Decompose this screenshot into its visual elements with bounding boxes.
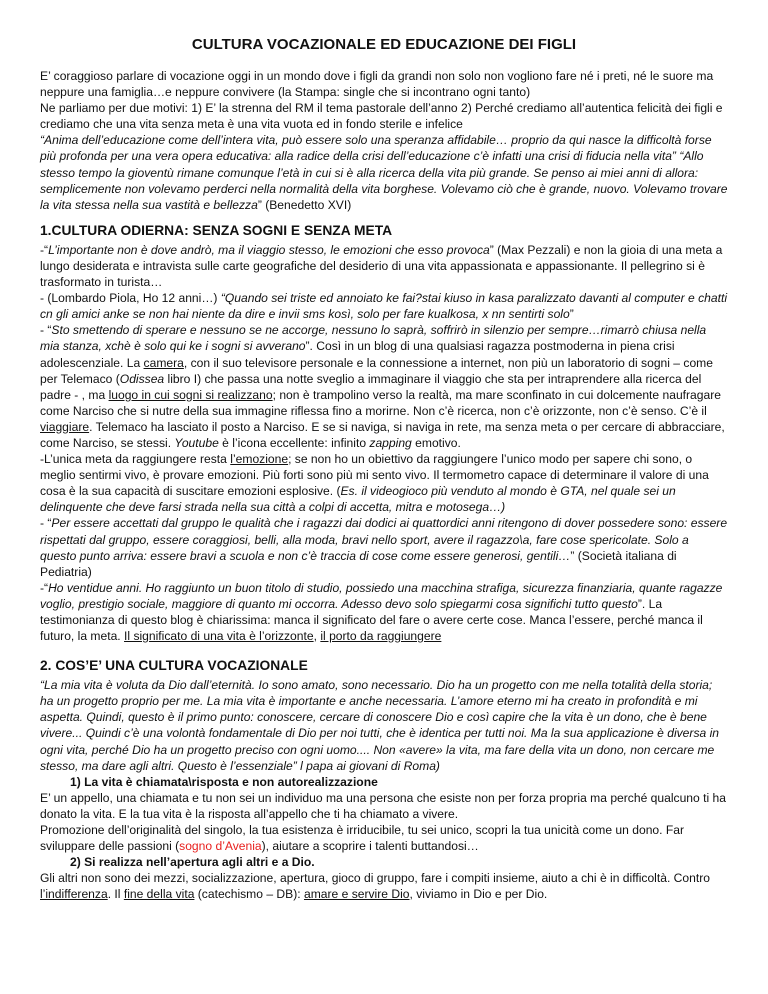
italic-run: Youtube [174,435,219,450]
underlined-run: camera [143,355,184,370]
highlight-run: sogno d’Avenia [179,839,262,854]
quote-run: Per essere accettati dal gruppo le qualità che i ragazzi dai dodici ai quattordici anni ritengono di dover possedere sono: essere rispettati dal gruppo, essere coraggiosi, belli, alla moda, bravi nello sport, avere il ragazzo\a, fare cose spericolate. Solo a questo punto arriva: essere bravi a scuola e non c’è traccia di cose come essere generosi, gentili… [40,516,728,563]
text-run: (catechismo – DB): [194,887,304,902]
section-2-quote: “La mia vita è voluta da Dio dall’eternità. Io sono amato, sono necessario. Dio ha un progetto con me nella totalità della storia; ha un progetto proprio per me. La mia vita è importante e anche necessaria. L’amore eterno mi ha creato in profondità e mi aspetta. Quindi, questo è il primo punto: conoscere, cercare di conoscere Dio e così capire che la vita è un dono, che è bene vivere... Quindi c’è una volontà fondamentale di Dio per noi tutti, che è identica per tutti noi. Ma la sua applicazione è diversa in ogni vita, perché Dio ha un progetto preciso con ogni uomo.... Non «avere» la vita, ma fare della vita un dono, non cercare me stesso, ma dare agli altri. Questo è l’essenziale” l papa ai giovani di Roma) [40,678,719,773]
underlined-run: luogo in cui sogni si realizzano [108,387,273,402]
text-run: ” (Società italiana di Pediatria) [40,548,677,579]
text-run: ”. La testimonianza di questo blog è chiarissima: manca il significato del fare o avere certe cose. Manca l’essere, perché manca il futuro, la meta. [40,596,703,644]
intro-paragraph-1: E’ coraggioso parlare di vocazione oggi in un mondo dove i figli da grandi non solo non vogliono fare né i preti, né le suore ma neppure una famiglia…e neppure convivere (la Stampa: single che si incontrano ogni tanto) [40,69,714,100]
text-run: -L’unica meta da raggiungere resta [40,452,231,467]
section-1-bullet-6 [40,580,728,644]
underlined-run: fine della vita [123,887,195,902]
text-run: - (Lombardo Piola, Ho 12 anni…) [40,291,221,306]
subsection-1-paragraph-2 [40,822,728,854]
quote-run: L’importante non è dove andrò, ma il viaggio stesso, le emozioni che esso provoca [48,242,490,257]
text-run: ” (Max Pezzali) e non la gioia di una meta a lungo desiderata e intravista sulle carte geografiche del desiderio di una vita appassionata e appassionante. Il pellegrino si è trasformato in turista… [40,242,723,290]
subsection-2-heading: 2) Si realizza nell’apertura agli altri e a Dio. [70,855,315,870]
section-1-bullet-3 [40,322,728,451]
text-run: -“ [40,580,49,595]
intro-quote-source: ” (Benedetto XVI) [257,197,352,212]
subsection-2-paragraph-1 [40,870,728,902]
underlined-run: Il significato di una vita è l’orizzonte [124,629,314,644]
section-2-heading: 2. COS’E’ UNA CULTURA VOCAZIONALE [40,658,308,674]
section-1-bullet-1 [40,242,728,290]
text-run: Promozione dell’originalità del singolo, la tua esistenza è irriducibile, tu sei unico, scopri la tua unicità come un dono. Far sviluppare delle passioni ( [40,823,685,854]
section-1-bullet-4 [40,451,728,515]
text-run: Gli altri non sono dei mezzi, socializzazione, apertura, gioco di gruppo, fare i compiti insieme, aiuto a chi è in difficoltà. Contro [40,871,710,886]
text-run: , con il suo televisore personale e la connessione a internet, non più un laboratorio di sogni – come per Telemaco ( [40,355,713,386]
text-run: ”. Così in un blog di una qualsiasi ragazza postmoderna in piena crisi adolescenziale. La [40,339,675,370]
text-run: . Telemaco ha lasciato il posto a Narciso. E se si naviga, si naviga in rete, ma senza meta o per cercare di abbracciare, come Narciso, se stessi. [40,419,725,450]
underlined-run: il porto da raggiungere [320,629,442,644]
quote-run: “Quando sei triste ed annoiato ke fai?stai kiuso in kasa paralizzato davanti al computer e chatti cn gli amici anke se non hai niente da dire e invii sms kosì, solo per fare kualkosa, x nn sentirti solo [40,291,728,322]
intro-quote-text: “Anima dell’educazione come dell’intera vita, può essere solo una speranza affidabile… proprio da qui nasce la difficoltà forse più profonda per una vera opera educativa: alla radice della crisi dell’educazione c’è infatti una crisi di fiducia nella vita” “Allo stesso tempo la gioventù rimane comunque l’età in cui si è alla ricerca della vita più grande. Se penso ai miei anni di allora: semplicemente non volevamo perderci nella normalità della vita borghese. Volevamo ciò che è grande, nuovo. Volevamo trovare la vita stessa nella sua vastità e bellezza [40,133,728,212]
quote-run: Ho ventidue anni. Ho raggiunto un buon titolo di studio, possiedo una macchina strafiga, sicurezza finanziaria, quante ragazze voglio, prestigio sociale, maggiore di quanto mi occorra. Adesso devo solo spiegarmi cosa significhi tutto questo [40,580,723,611]
text-run: emotivo. [411,435,461,450]
text-run: , viviamo in Dio e per Dio. [409,887,548,902]
text-run: . Il [107,887,124,902]
italic-run: Es. il videogioco più venduto al mondo è GTA, nel quale sei un delinquente che deve farsi strada nella sua città a colpi di accetta, mitra e motosega…) [40,484,676,515]
text-run: libro I) che passa una notte sveglio a immaginare il viaggio che sta per intraprendere alla ricerca del padre - , ma [40,371,702,402]
section-1-bullet-2 [40,290,728,322]
intro-quote [40,132,728,212]
document-title: CULTURA VOCAZIONALE ED EDUCAZIONE DEI FIGLI [191,36,577,53]
quote-run: Sto smettendo di sperare e nessuno se ne accorge, nessuno lo saprà, soffrirò in silenzio per sempre…rimarrò chiusa nella mia stanza, xchè è solo qui ke i sogni si avverano [40,323,707,354]
text-run: ), aiutare a scoprire i talenti buttandosi… [261,839,479,854]
section-1-bullet-5 [40,515,728,579]
text-run: ; non è trampolino verso la realtà, ma mare sconfinato in cui dolcemente naufragare come Narciso che si nutre della sua immagine riflessa fino a morirne. Non c’è ricerca, non c’è orizzonte, non c’è senso. C’è il [40,387,721,418]
italic-run: zapping [369,435,412,450]
underlined-run: l’emozione [230,452,289,467]
italic-run: Odissea [119,371,165,386]
subsection-1-paragraph-1: E’ un appello, una chiamata e tu non sei un individuo ma una persona che esiste non per forza propria ma perché qualcuno ti ha donato la vita. E la tua vita è la risposta all’appello che ti ha chiamato a vivere. [40,790,726,821]
text-run: è l’icona eccellente: infinito [218,435,370,450]
text-run: - “ [40,516,52,531]
text-run: , [313,629,321,644]
subsection-1-heading: 1) La vita è chiamata\risposta e non autorealizzazione [70,774,378,789]
text-run: -“ [40,242,49,257]
underlined-run: amare e servire Dio [303,887,410,902]
intro-paragraph-2: Ne parliamo per due motivi: 1) E’ la strenna del RM il tema pastorale dell’anno 2) Perché crediamo all’autentica felicità dei figli e crediamo che una vita senza meta è una vita vuota ed in fondo sterile e infelice [40,101,723,132]
text-run: - “ [40,323,52,338]
underlined-run: l’indifferenza [40,887,108,902]
underlined-run: viaggiare [40,419,90,434]
section-1-heading: 1.CULTURA ODIERNA: SENZA SOGNI E SENZA META [40,222,393,238]
text-run: ; se non ho un obiettivo da raggiungere l’unico modo per sapere chi sono, o meglio sentirmi vivo, è provare emozioni. Più forti sono più mi sento vivo. Il termometro capace di determinare il valore di una cosa è la sua capacità di suscitare emozioni esplosive. ( [40,452,709,499]
text-run: ” [569,307,574,322]
